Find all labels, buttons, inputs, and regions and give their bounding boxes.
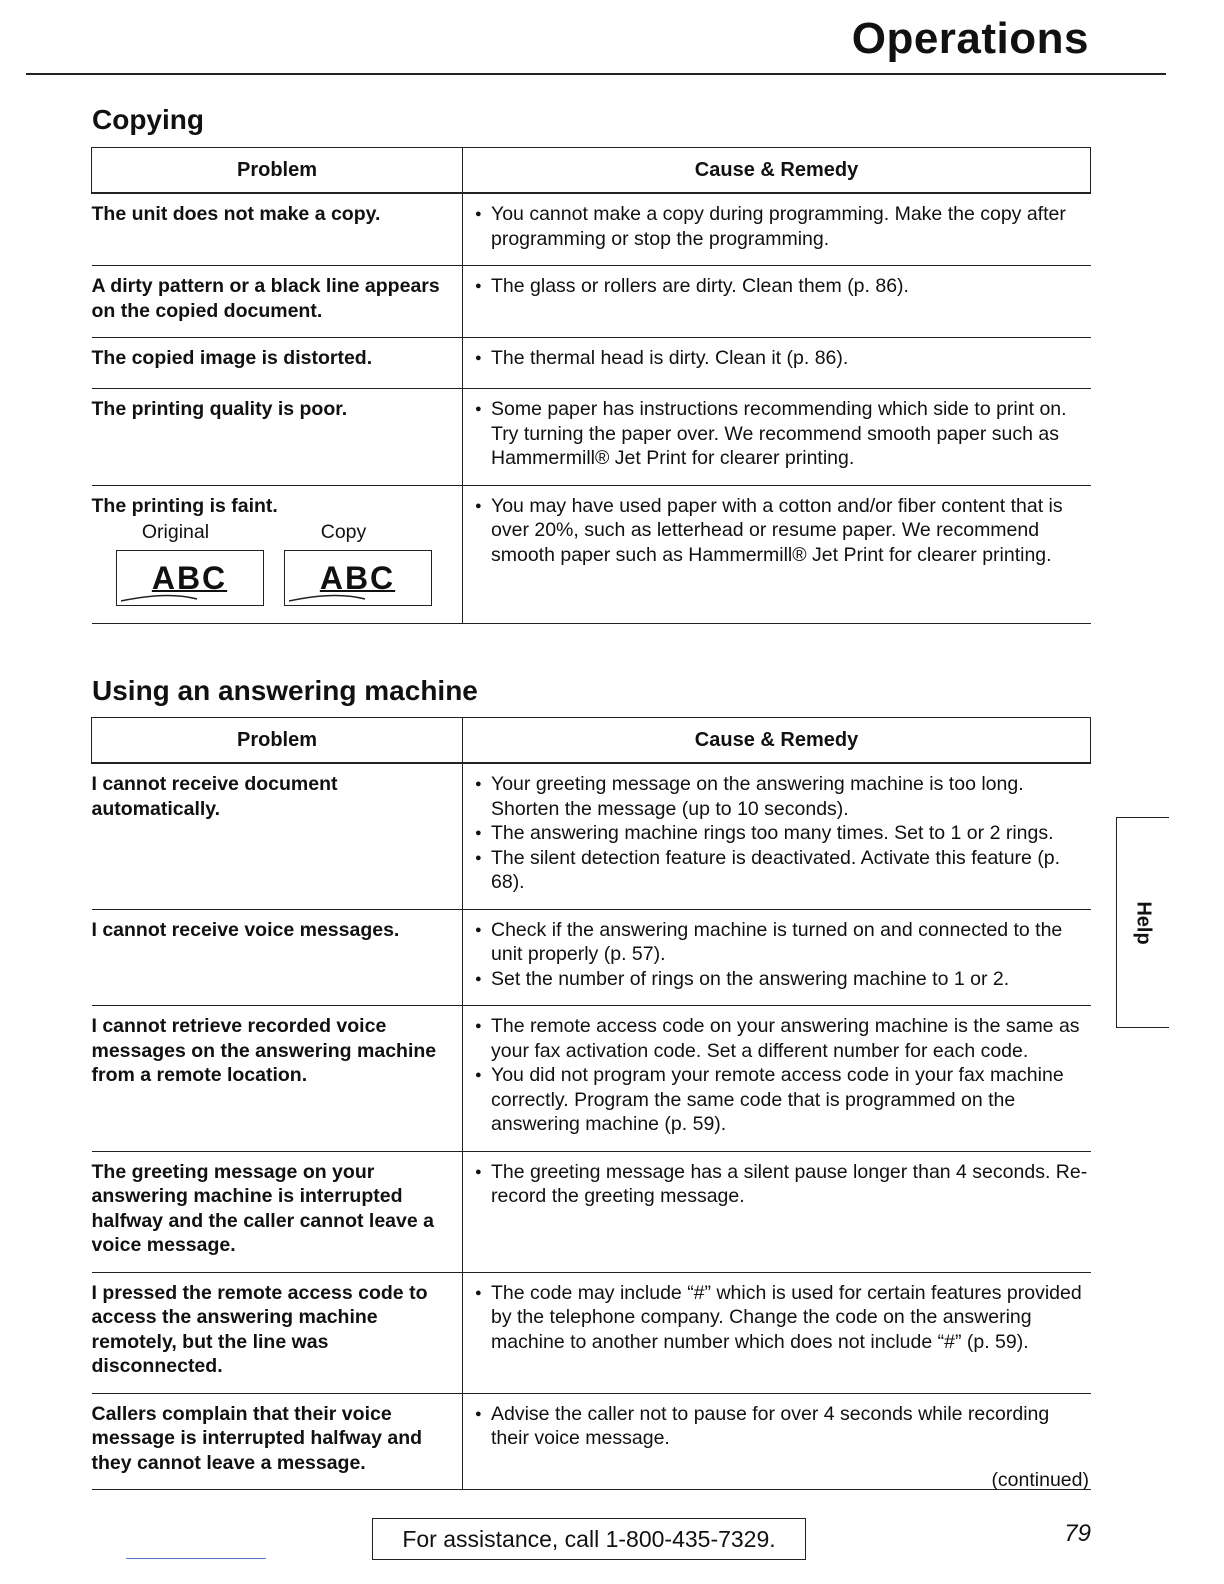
remedy-item: ● Your greeting message on the answering machine is too long. Shorten the message (up to 10 seconds). <box>473 772 1089 821</box>
problem-text: I cannot retrieve recorded voice messages on the answering machine from a remote location. <box>92 1006 463 1152</box>
side-tab-help <box>1116 817 1169 1028</box>
page-number: 79 <box>1064 1520 1091 1547</box>
table-row <box>92 1006 1091 1152</box>
table-row <box>92 763 1091 909</box>
remedy-item: ● The thermal head is dirty. Clean it (p. 86). <box>473 346 1089 371</box>
table-row <box>92 266 1091 338</box>
table-row <box>92 1151 1091 1272</box>
problem-text: I cannot receive voice messages. <box>92 909 463 1006</box>
copying-table <box>91 147 1091 624</box>
table-row <box>92 389 1091 486</box>
original-sample-text: ABC <box>151 559 228 596</box>
problem-text: The greeting message on your answering machine is interrupted halfway and the caller cannot leave a voice message. <box>92 1151 463 1272</box>
problem-text: The copied image is distorted. <box>92 338 463 389</box>
table-row <box>92 485 1091 623</box>
curl-mark-icon <box>117 593 263 603</box>
section-title-copying: Copying <box>92 104 204 135</box>
section-title-answering-machine: Using an answering machine <box>92 675 478 706</box>
problem-text: A dirty pattern or a black line appears on the copied document. <box>92 266 463 338</box>
table-row <box>92 1393 1091 1490</box>
problem-text: The unit does not make a copy. <box>92 193 463 266</box>
remedy-item: ● The glass or rollers are dirty. Clean them (p. 86). <box>473 274 1089 299</box>
table-row <box>92 909 1091 1006</box>
remedy-item: ● The greeting message has a silent pause longer than 4 seconds. Re-record the greeting message. <box>473 1160 1089 1209</box>
remedy-item: ● Advise the caller not to pause for over 4 seconds while recording their voice message. <box>473 1402 1089 1451</box>
remedy-item: ● Check if the answering machine is turned on and connected to the unit properly (p. 57). <box>473 918 1089 967</box>
problem-text: I pressed the remote access code to access the answering machine remotely, but the line was disconnected. <box>92 1272 463 1393</box>
table-row <box>92 193 1091 266</box>
problem-text: Callers complain that their voice message is interrupted halfway and they cannot leave a message. <box>92 1393 463 1490</box>
continued-note: (continued) <box>991 1469 1089 1491</box>
table-row <box>92 1272 1091 1393</box>
copy-sample <box>284 550 432 606</box>
table-row <box>92 338 1091 389</box>
remedy-item: ● The silent detection feature is deactivated. Activate this feature (p. 68). <box>473 846 1089 895</box>
remedy-item: ● The code may include “#” which is used for certain features provided by the telephone company. Change the code on the answering machine to another number which does not include “#” (p. 59). <box>473 1281 1089 1355</box>
remedy-item: ● Some paper has instructions recommending which side to print on. Try turning the paper over. We recommend smooth paper such as Hammermill® Jet Print for clearer printing. <box>473 397 1089 471</box>
footer-divider <box>126 1558 266 1559</box>
column-header-problem: Problem <box>92 718 463 764</box>
column-header-remedy: Cause & Remedy <box>463 718 1091 764</box>
curl-mark-icon <box>285 593 431 603</box>
remedy-item: ● Set the number of rings on the answering machine to 1 or 2. <box>473 967 1089 992</box>
remedy-item: ● The answering machine rings too many times. Set to 1 or 2 rings. <box>473 821 1089 846</box>
original-sample <box>116 550 264 606</box>
copy-sample-text: ABC <box>319 559 396 596</box>
problem-text: The printing quality is poor. <box>92 389 463 486</box>
problem-text: I cannot receive document automatically. <box>92 763 463 909</box>
column-header-problem: Problem <box>92 148 463 194</box>
assistance-box: For assistance, call 1-800-435-7329. <box>372 1518 806 1560</box>
column-header-remedy: Cause & Remedy <box>463 148 1091 194</box>
remedy-item: ● You did not program your remote access code in your fax machine correctly. Program the same code that is programmed on the answering machine (p. 59). <box>473 1063 1089 1137</box>
original-label: Original <box>141 521 210 543</box>
problem-text: The printing is faint. <box>91 494 278 517</box>
side-tab-label: Help <box>1132 900 1155 945</box>
page-title: Operations <box>851 14 1089 63</box>
header-divider <box>26 73 1166 75</box>
answering-table <box>91 717 1091 1490</box>
remedy-item: ● You may have used paper with a cotton and/or fiber content that is over 20%, such as letterhead or resume paper. We recommend smooth paper such as Hammermill® Jet Print for clearer printing. <box>473 494 1089 568</box>
remedy-item: ● The remote access code on your answering machine is the same as your fax activation code. Set a different number for each code. <box>473 1014 1089 1063</box>
copy-label: Copy <box>320 521 367 543</box>
remedy-item: ● You cannot make a copy during programming. Make the copy after programming or stop the programming. <box>473 202 1089 251</box>
faint-print-illustration <box>92 520 453 606</box>
